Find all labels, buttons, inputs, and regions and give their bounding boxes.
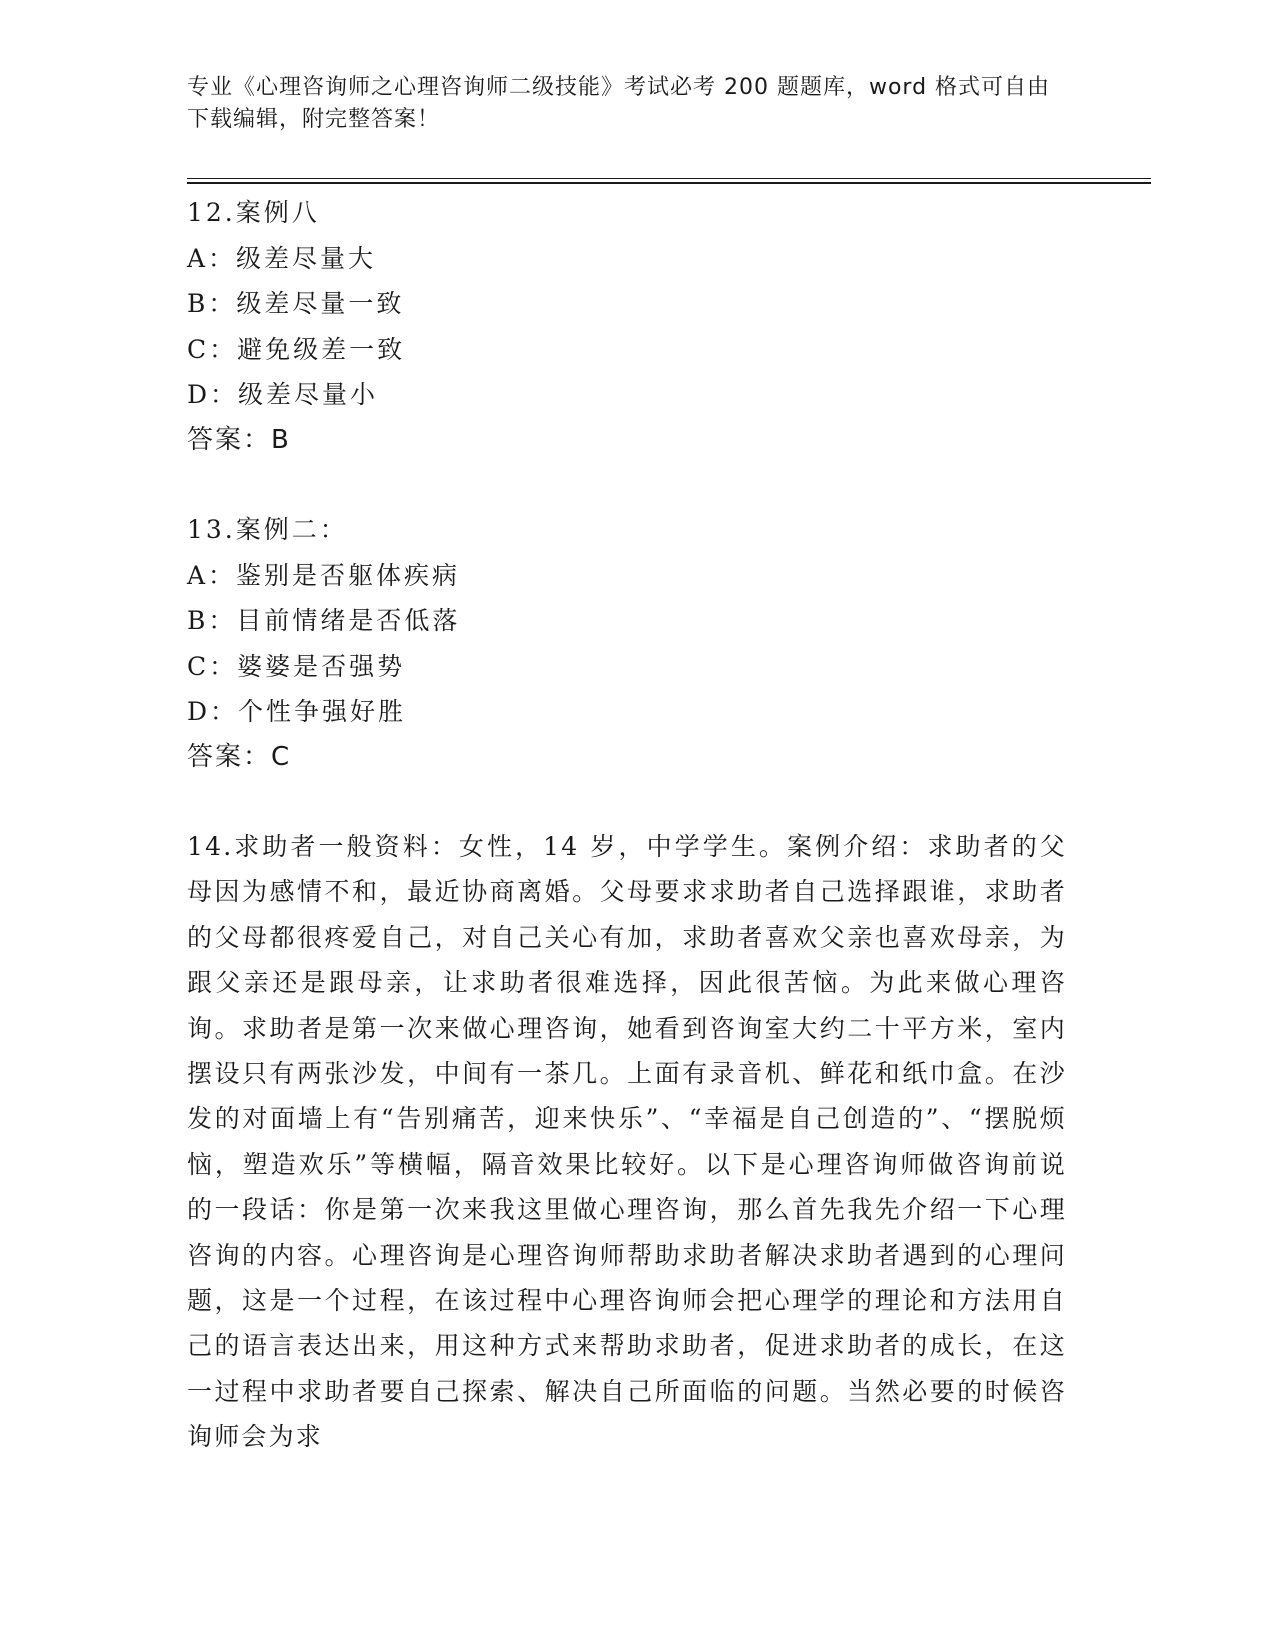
answer-label: 答案：C [187,741,292,772]
header-divider-thin [187,178,1151,179]
option-b: B：目前情绪是否低落 [187,606,461,635]
question-12 [187,190,1087,463]
option-a: A：鉴别是否躯体疾病 [187,560,461,590]
answer-label: 答案：B [187,424,291,455]
header-divider-thick [187,182,1151,184]
question-13 [187,507,1087,780]
question-stem: 13.案例二： [187,515,348,544]
question-spacer [187,463,1087,507]
question-spacer [187,780,1087,824]
question-stem: 12.案例八 [187,198,320,227]
option-d: D：级差尽量小 [187,380,379,409]
option-a: A：级差尽量大 [187,243,377,273]
question-14 [187,824,1087,1460]
question-list [187,190,1087,1460]
option-c: C：婆婆是否强势 [187,651,406,681]
option-b: B：级差尽量一致 [187,289,405,318]
document-header: 专业《心理咨询师之心理咨询师二级技能》考试必考 200 题题库，word 格式可自由下载编辑，附完整答案！ [187,75,1051,132]
option-c: C：避免级差一致 [187,334,406,364]
question-stem-paragraph: 14.求助者一般资料：女性，14 岁，中学学生。案例介绍：求助者的父母因为感情不和，最近协商离婚。父母要求求助者自己选择跟谁，求助者的父母都很疼爱自己，对自己关心有加，求助者喜欢父亲也喜欢母亲，为跟父亲还是跟母亲，让求助者很难选择，因此很苦恼。为此来做心理咨询。求助者是第一次来做心理咨询，她看到咨询室大约二十平方米，室内摆设只有两张沙发，中间有一茶几。上面有录音机、鲜花和纸巾盒。在沙发的对面墙上有“告别痛苦，迎来快乐”、“幸福是自己创造的”、“摆脱烦恼，塑造欢乐”等横幅，隔音效果比较好。以下是心理咨询师做咨询前说的一段话：你是第一次来我这里做心理咨询，那么首先我先介绍一下心理咨询的内容。心理咨询是心理咨询师帮助求助者解决求助者遇到的心理问题，这是一个过程，在该过程中心理咨询师会把心理学的理论和方法用自己的语言表达出来，用这种方式来帮助求助者，促进求助者的成长，在这一过程中求助者要自己探索、解决自己所面临的问题。当然必要的时候咨询师会为求 [187,832,1067,1452]
option-d: D：个性争强好胜 [187,697,407,726]
